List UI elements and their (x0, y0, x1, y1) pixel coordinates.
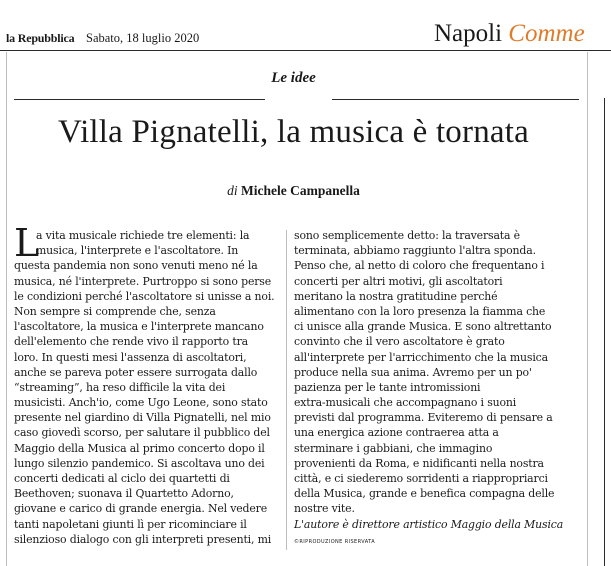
byline-author: Michele Campanella (241, 183, 360, 198)
body-line: sono semplicemente detto: la traversata è (294, 229, 520, 242)
body-line: meritano la nostra gratitudine perché (294, 289, 498, 303)
masthead (0, 0, 611, 48)
body-line: “streaming”, ha reso difficile la vita dei (14, 380, 226, 394)
body-line: musica, l'interprete e l'ascoltatore. In (36, 244, 239, 258)
body-line: provenienti da Roma, e nidificanti nella nostra (294, 456, 544, 470)
byline (0, 183, 587, 199)
article-headline: Villa Pignatelli, la musica è tornata (58, 114, 529, 150)
drop-cap: L (14, 221, 40, 265)
article-column-2 (294, 228, 566, 550)
masthead-divider (0, 50, 611, 51)
column-divider (286, 230, 287, 550)
body-line: convinto che il vero ascoltatore è grato (294, 335, 505, 349)
body-line: concerti dedicati al ciclo dei quartetti di (14, 472, 230, 485)
body-line: ci unisce alla grande Musica. E sono altrettanto (294, 320, 552, 334)
body-line: una energica azione contraerea atta a (294, 426, 499, 440)
publication-date: Sabato, 18 luglio 2020 (86, 31, 200, 45)
body-line: giovane e carico di grande energia. Nel vedere (14, 502, 268, 516)
body-line: lungo silenzio pandemico. Si ascoltava uno dei (14, 456, 265, 470)
body-line: terminata, abbiamo raggiunto l'altra sponda. (294, 244, 536, 258)
body-line: previsti dal programma. Eviteremo di pensare a (294, 411, 553, 425)
article-column-1 (14, 221, 280, 547)
kicker-rule-left (14, 99, 265, 100)
body-line: della Musica, grande e benefica compagna delle (294, 487, 555, 501)
body-line: produce nella sua anima. Avremo per un po' (294, 365, 532, 379)
newspaper-name: la Repubblica (6, 31, 75, 45)
body-line: sterminare i gabbiani, che immagino (294, 441, 493, 455)
body-line: musica, né l'interprete. Purtroppo si sono perse (14, 274, 272, 288)
body-line: loro. In questi mesi l'assenza di ascoltatori, (14, 350, 247, 364)
body-line: pazienza per le tante intromissioni (294, 380, 481, 394)
body-line: anche se pareva poter essere surrogata dallo (14, 365, 258, 379)
section-subtitle: Comme (508, 20, 585, 47)
copyright-notice: ©RIPRODUZIONE RISERVATA (294, 538, 376, 545)
section-title (434, 20, 585, 48)
body-line: Beethoven; suonava il Quartetto Adorno, (14, 487, 234, 501)
body-line: le condizioni perché l'ascoltatore si unisse a noi. (14, 289, 275, 303)
body-line: Maggio della Musica al primo concerto dopo il (14, 441, 265, 455)
body-line: Non sempre si comprende che, senza (14, 304, 216, 318)
adjacent-column-border (604, 98, 605, 566)
body-line: presente nel giardino di Villa Pignatelli, nel mio (14, 411, 271, 425)
body-line: musicisti. Anch'io, come Ugo Leone, sono stato (14, 396, 268, 410)
right-border (587, 52, 588, 566)
byline-prefix: di (227, 183, 238, 198)
body-line: l'ascoltatore, la musica e l'interprete mancano (14, 320, 264, 334)
kicker-rule-right (332, 99, 579, 100)
body-line: concerti per altri motivi, gli ascoltatori (294, 274, 503, 288)
body-line: all'interprete per l'arricchimento che la musica (294, 350, 548, 364)
body-line: a vita musicale richiede tre elementi: la (36, 229, 250, 242)
body-line: dell'elemento che rende vivo il rapporto tra (14, 335, 249, 349)
body-line: silenzioso dialogo con gli interpreti presenti, mi (14, 532, 272, 546)
body-line: alimentano con la loro presenza la fiamma che (294, 304, 546, 318)
body-line: Penso che, al netto di coloro che frequentano i (294, 259, 545, 273)
author-note: L'autore è direttore artistico Maggio della Musica (294, 517, 564, 531)
body-line: questa pandemia non sono venuti meno né la (14, 259, 258, 273)
body-line: caso giovedì scorso, per salutare il pubblico del (14, 426, 270, 440)
body-line: extra-musicali che accompagnano i suoni (294, 396, 517, 410)
body-line: tanti napoletani giunti lì per ricominciare il (14, 517, 247, 531)
section-city: Napoli (434, 20, 503, 47)
article-kicker: Le idee (271, 70, 316, 86)
body-line: nostre vite. (294, 502, 355, 516)
body-line: città, e ci siederemo sorridenti a riappropriarci (294, 472, 548, 485)
